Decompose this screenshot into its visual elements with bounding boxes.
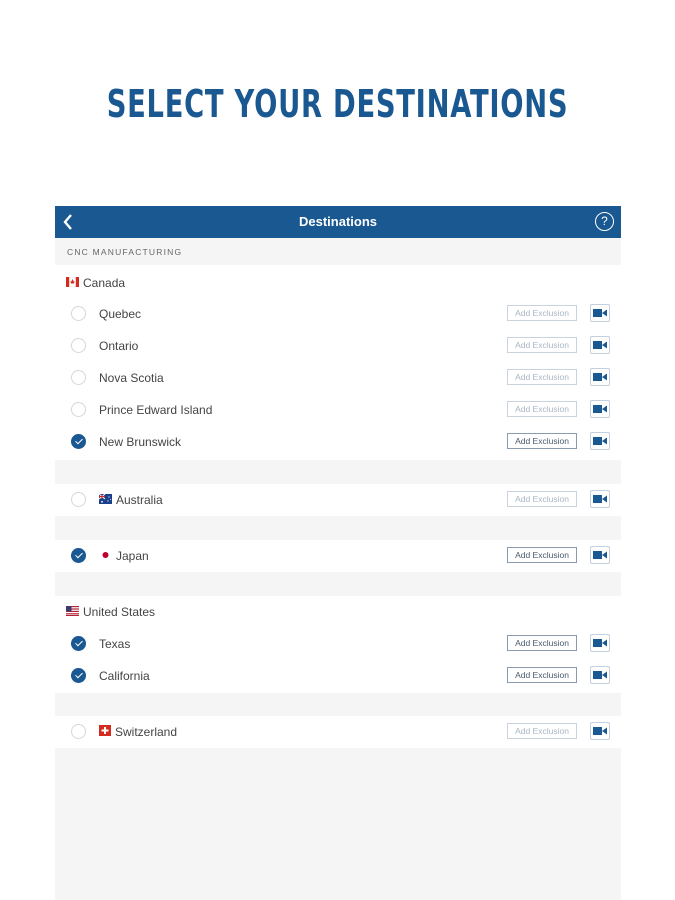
video-button[interactable] [590,400,610,418]
region-row-quebec[interactable] [55,298,621,330]
region-row-nova-scotia[interactable] [55,362,621,394]
japan-flag-icon [99,549,112,563]
region-row-california[interactable] [55,660,621,692]
region-label: Nova Scotia [99,371,164,385]
video-button[interactable] [590,546,610,564]
country-row-australia[interactable] [55,484,621,516]
country-checkbox[interactable] [71,548,86,563]
video-button[interactable] [590,304,610,322]
region-label: New Brunswick [99,435,182,449]
video-camera-icon [593,550,607,560]
region-row-texas[interactable] [55,628,621,660]
page-headline: SELECT YOUR DESTINATIONS [106,82,569,126]
video-camera-icon [593,372,607,382]
video-button[interactable] [590,634,610,652]
video-camera-icon [593,404,607,414]
video-button[interactable] [590,490,610,508]
video-camera-icon [593,494,607,504]
region-checkbox[interactable] [71,636,86,651]
video-camera-icon [593,670,607,680]
destinations-panel [55,206,621,900]
video-camera-icon [593,436,607,446]
add-exclusion-button[interactable]: Add Exclusion [507,369,577,385]
australia-flag-icon [99,493,112,507]
company-name: CNC MANUFACTURING [67,247,183,257]
country-row-japan[interactable] [55,540,621,572]
region-checkbox[interactable] [71,402,86,417]
video-button[interactable] [590,368,610,386]
video-button[interactable] [590,722,610,740]
group-united-states [55,596,621,693]
switzerland-flag-icon [99,725,111,739]
region-checkbox[interactable] [71,338,86,353]
country-label: Canada [83,276,126,290]
country-label: Switzerland [115,725,178,739]
help-button[interactable]: ? [595,212,614,231]
add-exclusion-button[interactable]: Add Exclusion [507,667,577,683]
country-checkbox[interactable] [71,724,86,739]
country-label-wrap [99,493,163,507]
country-checkbox[interactable] [71,492,86,507]
region-checkbox[interactable] [71,306,86,321]
video-camera-icon [593,638,607,648]
add-exclusion-button[interactable]: Add Exclusion [507,547,577,563]
country-label: Japan [116,549,149,563]
add-exclusion-button[interactable]: Add Exclusion [507,305,577,321]
group-australia [55,484,621,516]
video-button[interactable] [590,336,610,354]
video-button[interactable] [590,432,610,450]
region-checkbox[interactable] [71,668,86,683]
region-label: Texas [99,637,131,651]
region-label: Prince Edward Island [99,403,213,417]
region-label: California [99,669,150,683]
group-japan [55,540,621,572]
add-exclusion-button[interactable]: Add Exclusion [507,491,577,507]
country-label: United States [83,605,156,619]
us-flag-icon [66,596,79,628]
region-label: Ontario [99,339,139,353]
region-row-prince-edward-island[interactable] [55,394,621,426]
country-label-wrap [99,725,177,739]
add-exclusion-button[interactable]: Add Exclusion [507,433,577,449]
country-row-switzerland[interactable] [55,716,621,748]
video-camera-icon [593,726,607,736]
video-camera-icon [593,308,607,318]
group-canada [55,265,621,460]
region-row-new-brunswick[interactable] [55,426,621,458]
nav-title: Destinations [298,214,377,229]
group-switzerland [55,716,621,748]
region-checkbox[interactable] [71,370,86,385]
video-camera-icon [593,340,607,350]
region-label: Quebec [99,307,142,321]
video-button[interactable] [590,666,610,684]
add-exclusion-button[interactable]: Add Exclusion [507,337,577,353]
country-label-wrap [99,549,149,563]
canada-flag-icon [66,267,79,299]
add-exclusion-button[interactable]: Add Exclusion [507,401,577,417]
region-row-ontario[interactable] [55,330,621,362]
region-checkbox[interactable] [71,434,86,449]
group-header-canada [66,267,125,299]
add-exclusion-button[interactable]: Add Exclusion [507,723,577,739]
country-label: Australia [116,493,163,507]
group-header-united-states [66,596,155,628]
add-exclusion-button[interactable]: Add Exclusion [507,635,577,651]
navigation-bar [55,206,621,238]
